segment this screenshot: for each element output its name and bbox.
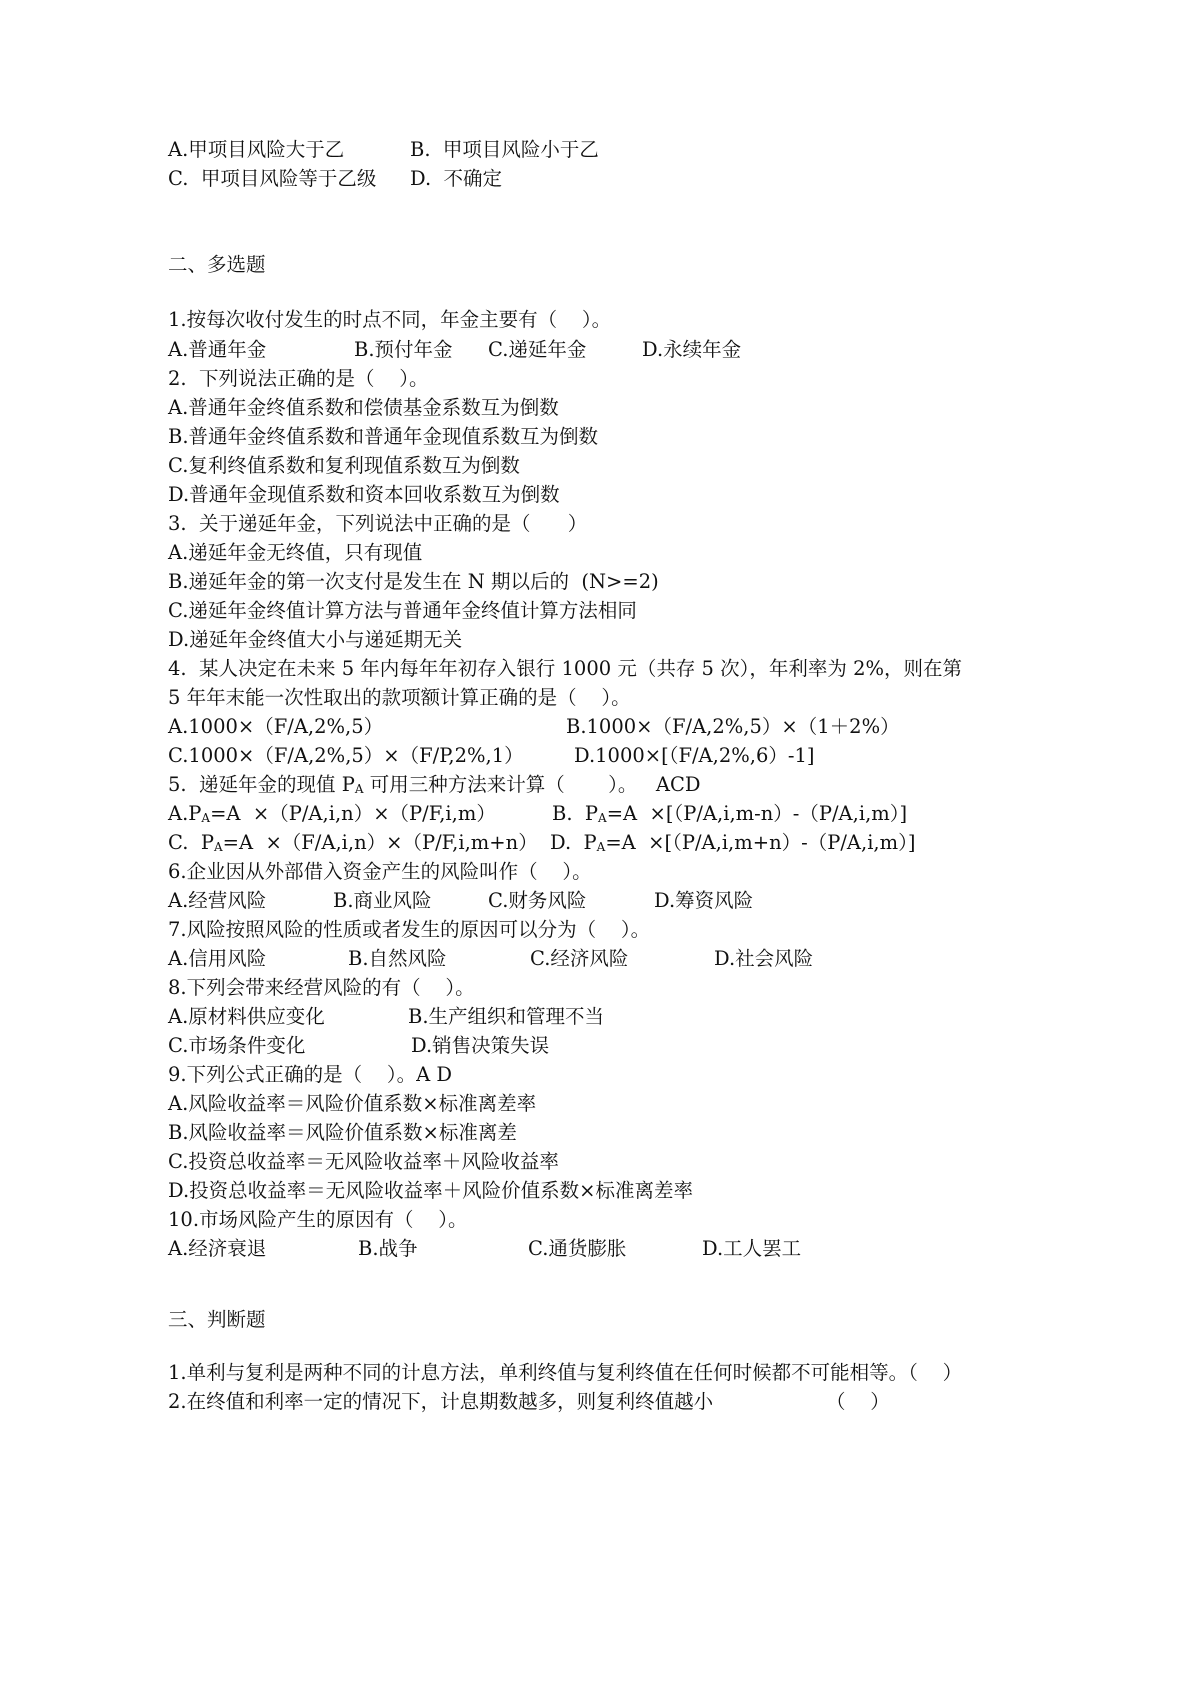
option-formula: =A ×（F/A,i,n）×（P/F,i,m+n） — [222, 831, 538, 854]
option-d: D.递延年金终值大小与递延期无关 — [168, 628, 463, 651]
option-b — [552, 804, 907, 824]
option-formula: =A ×[（P/A,i,m-n）-（P/A,i,m）] — [606, 802, 908, 825]
option-d: D.销售决策失误 — [411, 1034, 550, 1057]
option-c: C.递延年金终值计算方法与普通年金终值计算方法相同 — [168, 599, 637, 622]
subscript: A — [354, 782, 364, 796]
option-d: D.投资总收益率＝无风险收益率＋风险价值系数×标准离差率 — [168, 1179, 693, 1202]
option-a: A.递延年金无终值，只有现值 — [168, 541, 423, 564]
option-d: D.工人罢工 — [702, 1237, 802, 1260]
option-a: A.普通年金 — [168, 338, 267, 361]
question-stem — [168, 775, 701, 795]
subscript: A — [213, 840, 223, 854]
option-b: B. 甲项目风险小于乙 — [410, 138, 599, 161]
option-d: D.1000×[（F/A,2%,6）-1] — [574, 744, 815, 767]
option-c — [168, 833, 538, 853]
option-c: C. 甲项目风险等于乙级 — [168, 167, 377, 190]
option-c: C.财务风险 — [488, 889, 587, 912]
option-b: B.递延年金的第一次支付是发生在 N 期以后的 (N>=2) — [168, 570, 659, 593]
option-prefix: B. P — [552, 802, 599, 825]
stem-text: 可用三种方法来计算（ ）。 ACD — [363, 773, 701, 796]
option-c: C.递延年金 — [488, 338, 587, 361]
subscript: A — [598, 811, 607, 825]
option-b: B.战争 — [358, 1237, 418, 1260]
option-a: A.信用风险 — [168, 947, 267, 970]
question-stem: 1.按每次收付发生的时点不同，年金主要有（ ）。 — [168, 308, 612, 331]
option-b: B.预付年金 — [354, 338, 453, 361]
option-d: D. 不确定 — [410, 167, 503, 190]
question-stem: 3. 关于递延年金，下列说法中正确的是（ ） — [168, 512, 588, 535]
option-c: C.市场条件变化 — [168, 1034, 306, 1057]
option-prefix: A.P — [168, 802, 202, 825]
stem-text: 5. 递延年金的现值 P — [168, 773, 355, 796]
option-c: C.1000×（F/A,2%,5）×（F/P,2%,1） — [168, 744, 524, 767]
option-d — [550, 833, 915, 853]
option-prefix: C. P — [168, 831, 214, 854]
option-b: B.1000×（F/A,2%,5）×（1＋2%） — [566, 715, 900, 738]
question-stem: 9.下列公式正确的是（ ）。A D — [168, 1063, 453, 1086]
option-b: B.自然风险 — [348, 947, 447, 970]
option-prefix: D. P — [550, 831, 597, 854]
option-d: D.普通年金现值系数和资本回收系数互为倒数 — [168, 483, 560, 506]
option-b: B.风险收益率＝风险价值系数×标准离差 — [168, 1121, 517, 1144]
question-stem: 10.市场风险产生的原因有（ ）。 — [168, 1208, 468, 1231]
answer-parenthesis: （ ） — [826, 1390, 890, 1413]
option-a: A.风险收益率＝风险价值系数×标准离差率 — [168, 1092, 537, 1115]
question-stem: 4. 某人决定在未来 5 年内每年年初存入银行 1000 元（共存 5 次），年利率为 2%，则在第 — [168, 657, 963, 680]
subscript: A — [201, 811, 211, 825]
judge-question: 1.单利与复利是两种不同的计息方法，单利终值与复利终值在任何时候都不可能相等。（ ） — [168, 1361, 963, 1384]
question-stem: 8.下列会带来经营风险的有（ ）。 — [168, 976, 475, 999]
option-formula: =A ×[（P/A,i,m+n）-（P/A,i,m）] — [605, 831, 916, 854]
option-b: B.商业风险 — [333, 889, 432, 912]
section-heading-judge: 三、判断题 — [168, 1308, 266, 1331]
option-d: D.筹资风险 — [654, 889, 754, 912]
judge-question: 2.在终值和利率一定的情况下，计息期数越多，则复利终值越小 — [168, 1390, 714, 1413]
option-a: A.经营风险 — [168, 889, 267, 912]
option-a — [168, 804, 496, 824]
option-b: B.生产组织和管理不当 — [408, 1005, 605, 1028]
option-a: A.甲项目风险大于乙 — [168, 138, 345, 161]
option-a: A.普通年金终值系数和偿债基金系数互为倒数 — [168, 396, 559, 419]
option-a: A.经济衰退 — [168, 1237, 267, 1260]
option-d: D.社会风险 — [714, 947, 814, 970]
option-c: C.投资总收益率＝无风险收益率＋风险收益率 — [168, 1150, 559, 1173]
option-formula: =A ×（P/A,i,n）×（P/F,i,m） — [210, 802, 496, 825]
option-c: C.通货膨胀 — [528, 1237, 627, 1260]
option-a: A.1000×（F/A,2%,5） — [168, 715, 384, 738]
question-stem-continued: 5 年年末能一次性取出的款项额计算正确的是（ ）。 — [168, 686, 631, 709]
option-d: D.永续年金 — [642, 338, 742, 361]
question-stem: 6.企业因从外部借入资金产生的风险叫作（ ）。 — [168, 860, 592, 883]
section-heading-multi: 二、多选题 — [168, 253, 266, 276]
subscript: A — [596, 840, 606, 854]
option-a: A.原材料供应变化 — [168, 1005, 325, 1028]
question-stem: 2. 下列说法正确的是（ ）。 — [168, 367, 429, 390]
option-c: C.复利终值系数和复利现值系数互为倒数 — [168, 454, 520, 477]
option-c: C.经济风险 — [530, 947, 629, 970]
option-b: B.普通年金终值系数和普通年金现值系数互为倒数 — [168, 425, 599, 448]
question-stem: 7.风险按照风险的性质或者发生的原因可以分为（ ）。 — [168, 918, 651, 941]
